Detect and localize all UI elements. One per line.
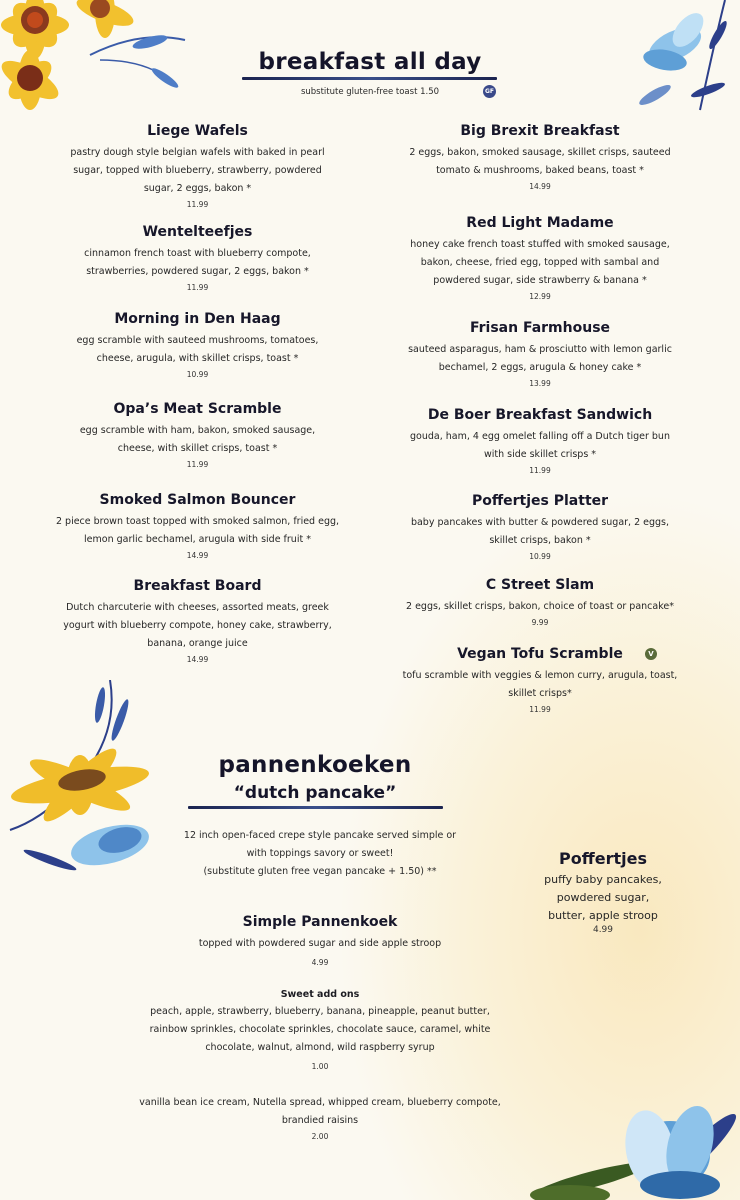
pannenkoeken-subheading: “dutch pancake” <box>233 783 397 803</box>
item-name: Frisan Farmhouse <box>469 320 611 336</box>
menu-item-poffertjes <box>538 849 668 935</box>
item-price: 13.99 <box>529 379 551 388</box>
item-price: 11.99 <box>529 705 551 714</box>
item-price: 14.99 <box>186 551 209 560</box>
item-description: pastry dough style belgian wafels with baked in pearl sugar, topped with blueberry, strawberry, powdered sugar, 2 eggs, bakon * <box>70 147 325 194</box>
breakfast-heading-underline <box>242 77 497 80</box>
sweet-add-ons-price: 1.00 <box>311 1062 329 1071</box>
premium-add-ons <box>125 1094 515 1141</box>
menu-item-vegan-tofu-scramble <box>400 646 680 714</box>
sweet-add-ons <box>135 989 505 1071</box>
blue-flower-illustration-top-right <box>630 0 740 115</box>
pannenkoeken-intro-line-3: (substitute gluten free vegan pancake + 1.50) ** <box>203 866 437 877</box>
menu-item-wentelteefjes <box>60 224 335 292</box>
menu-item-opas-meat-scramble <box>60 401 335 469</box>
item-description: 2 eggs, bakon, smoked sausage, skillet crisps, sauteed tomato & mushrooms, baked beans, toast * <box>409 147 671 176</box>
item-description: sauteed asparagus, ham & prosciutto with lemon garlic bechamel, 2 eggs, arugula & honey cake * <box>408 344 672 373</box>
item-description: honey cake french toast stuffed with smoked sausage, bakon, cheese, fried egg, topped with sambal and powdered sugar, side strawberry & banana * <box>410 239 670 286</box>
sweet-add-ons-title: Sweet add ons <box>280 989 360 1000</box>
item-price: 10.99 <box>186 370 209 379</box>
item-description: tofu scramble with veggies & lemon curry, arugula, toast, skillet crisps* <box>402 670 678 699</box>
item-name: Poffertjes <box>559 849 647 868</box>
pannenkoeken-heading-underline <box>188 806 443 809</box>
item-description: 2 piece brown toast topped with smoked salmon, fried egg, lemon garlic bechamel, arugula with side fruit * <box>55 516 340 545</box>
item-price: 14.99 <box>529 182 551 191</box>
item-name: Poffertjes Platter <box>471 493 609 509</box>
gluten-free-badge-icon: GF <box>483 85 496 98</box>
sweet-add-ons-list: peach, apple, strawberry, blueberry, banana, pineapple, peanut butter, rainbow sprinkles, chocolate sprinkles, chocolate sauce, caramel, white chocolate, walnut, almond, wild raspberry syrup <box>149 1006 491 1053</box>
menu-item-poffertjes-platter <box>400 493 680 561</box>
vegan-badge-icon: V <box>645 648 657 660</box>
item-price: 4.99 <box>592 925 614 935</box>
menu-item-big-brexit-breakfast <box>400 123 680 191</box>
menu-item-smoked-salmon-bouncer <box>55 492 340 560</box>
item-name: Breakfast Board <box>133 578 262 594</box>
item-price: 12.99 <box>529 292 551 301</box>
item-description: egg scramble with ham, bakon, smoked sausage, cheese, with skillet crisps, toast * <box>79 425 316 454</box>
item-name: Liege Wafels <box>147 123 248 139</box>
item-price: 10.99 <box>529 552 551 561</box>
premium-add-ons-list: vanilla bean ice cream, Nutella spread, whipped cream, blueberry compote, brandied raisins <box>139 1097 501 1126</box>
item-description: puffy baby pancakes, powdered sugar, butter, apple stroop <box>544 873 662 922</box>
sunflower-illustration-top-left <box>0 0 190 120</box>
item-price: 4.99 <box>311 958 329 967</box>
item-description: topped with powdered sugar and side apple stroop <box>198 938 442 949</box>
pannenkoeken-intro-line-1: 12 inch open-faced crepe style pancake served simple or <box>183 830 457 841</box>
menu-item-liege-wafels <box>60 123 335 209</box>
item-name: De Boer Breakfast Sandwich <box>427 407 653 423</box>
item-description: gouda, ham, 4 egg omelet falling off a Dutch tiger bun with side skillet crisps * <box>410 431 670 460</box>
sunflower-illustration-left <box>0 680 165 895</box>
item-name: Opa’s Meat Scramble <box>113 401 282 417</box>
item-description: baby pancakes with butter & powdered sugar, 2 eggs, skillet crisps, bakon * <box>410 517 670 546</box>
item-price: 9.99 <box>531 618 549 627</box>
item-name: Red Light Madame <box>466 215 614 231</box>
gf-toast-note: substitute gluten-free toast 1.50 <box>300 87 440 97</box>
item-name: Morning in Den Haag <box>114 311 281 327</box>
item-name: Vegan Tofu Scramble <box>457 646 623 662</box>
item-name: Big Brexit Breakfast <box>460 123 620 139</box>
item-name: Simple Pannenkoek <box>242 914 398 930</box>
item-name: Smoked Salmon Bouncer <box>99 492 296 508</box>
menu-item-frisan-farmhouse <box>400 320 680 388</box>
premium-add-ons-price: 2.00 <box>311 1132 329 1141</box>
item-description: cinnamon french toast with blueberry compote, strawberries, powdered sugar, 2 eggs, bakon * <box>84 248 311 277</box>
menu-item-de-boer-breakfast-sandwich <box>400 407 680 475</box>
menu-item-breakfast-board <box>60 578 335 664</box>
menu-item-red-light-madame <box>397 215 683 301</box>
menu-item-simple-pannenkoek <box>160 914 480 967</box>
item-price: 14.99 <box>186 655 209 664</box>
item-name: C Street Slam <box>485 577 595 593</box>
item-price: 11.99 <box>186 200 209 209</box>
item-description: Dutch charcuterie with cheeses, assorted meats, greek yogurt with blueberry compote, honey cake, strawberry, banana, orange juice <box>63 602 332 649</box>
breakfast-section-heading: breakfast all day <box>258 49 482 75</box>
item-description: 2 eggs, skillet crisps, bakon, choice of toast or pancake* <box>406 601 674 612</box>
item-price: 11.99 <box>186 460 209 469</box>
item-price: 11.99 <box>186 283 209 292</box>
item-price: 11.99 <box>529 466 551 475</box>
pannenkoeken-section-heading: pannenkoeken <box>218 752 412 778</box>
menu-item-c-street-slam <box>395 577 685 627</box>
pannenkoeken-intro-line-2: with toppings savory or sweet! <box>246 848 394 859</box>
item-description: egg scramble with sauteed mushrooms, tomatoes, cheese, arugula, with skillet crisps, toast * <box>76 335 319 364</box>
blue-flower-illustration-bottom-right <box>530 1080 740 1200</box>
menu-item-morning-in-den-haag <box>60 311 335 379</box>
item-name: Wentelteefjes <box>142 224 253 240</box>
